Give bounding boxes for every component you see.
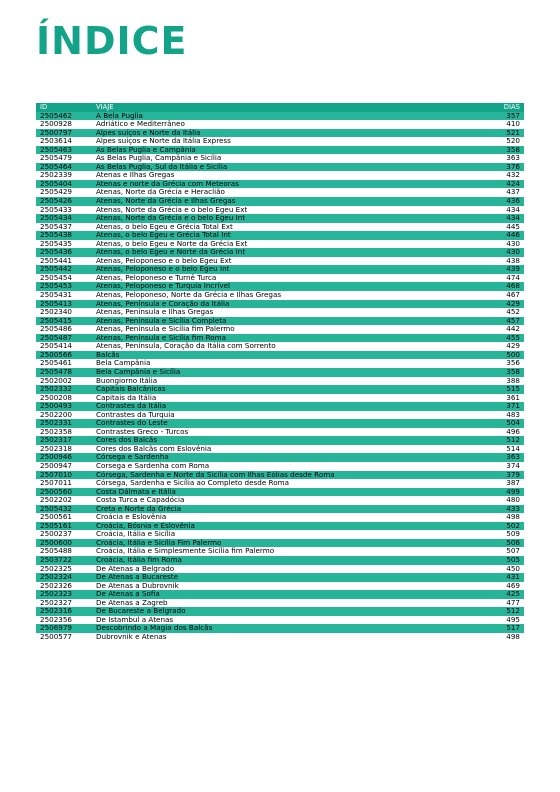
- cell-id: 2502325: [40, 564, 73, 573]
- cell-viaje: Bela Campânia: [96, 359, 151, 368]
- table-row: [36, 462, 524, 471]
- table-row: [36, 351, 524, 360]
- cell-viaje: Cores dos Balcãs: [96, 436, 158, 445]
- cell-viaje: Atenas, Norte da Grécia e Ilhas Gregas: [96, 197, 236, 206]
- cell-dias: 504: [506, 419, 520, 428]
- cell-viaje: Atenas, o belo Egeu e Grécia Total Int: [96, 231, 231, 240]
- table-body: [36, 112, 524, 642]
- table-row: [36, 607, 524, 616]
- table-row: [36, 223, 524, 232]
- cell-id: 2500493: [40, 402, 73, 411]
- cell-dias: 452: [506, 308, 520, 317]
- cell-viaje: Atenas, Peloponeso e Turquia Incrível: [96, 282, 231, 291]
- cell-viaje: Capitais Balcânicas: [96, 385, 166, 394]
- cell-dias: 429: [506, 299, 520, 308]
- cell-viaje: Bela Campânia e Sicília: [96, 367, 181, 376]
- table-row: [36, 428, 524, 437]
- table-row: [36, 616, 524, 625]
- cell-id: 2502324: [40, 573, 73, 582]
- cell-id: 2506979: [40, 624, 73, 633]
- cell-id: 2505429: [40, 188, 73, 197]
- table-row: [36, 394, 524, 403]
- cell-dias: 356: [506, 359, 520, 368]
- table-row: [36, 334, 524, 343]
- cell-dias: 434: [506, 205, 520, 214]
- table-row: [36, 633, 524, 642]
- cell-viaje: Alpes suíços e Norte da Itália: [96, 128, 201, 137]
- table-row: [36, 231, 524, 240]
- cell-id: 2505479: [40, 154, 73, 163]
- header-viaje: VIAJE: [96, 103, 114, 111]
- cell-viaje: Atenas, Peloponeso e Turnê Turca: [96, 273, 217, 282]
- cell-dias: 477: [506, 598, 520, 607]
- cell-dias: 512: [506, 607, 520, 616]
- cell-viaje: Dubrovnik e Atenas: [96, 632, 167, 641]
- table-row: [36, 471, 524, 480]
- cell-viaje: Atenas, Norte da Grécia e o belo Egeu Int: [96, 214, 246, 223]
- table-row: [36, 445, 524, 454]
- cell-id: 2505487: [40, 333, 73, 342]
- table-row: [36, 513, 524, 522]
- cell-id: 2500577: [40, 632, 73, 641]
- cell-viaje: De Atenas a Belgrado: [96, 564, 175, 573]
- cell-viaje: De Atenas a Zagreb: [96, 598, 168, 607]
- cell-id: 2505435: [40, 239, 73, 248]
- table-row: [36, 137, 524, 146]
- index-table: [36, 103, 524, 641]
- cell-viaje: Capitais da Itália: [96, 393, 157, 402]
- cell-id: 2502356: [40, 615, 73, 624]
- table-row: [36, 257, 524, 266]
- cell-id: 2500208: [40, 393, 73, 402]
- cell-dias: 438: [506, 256, 520, 265]
- cell-viaje: Córsega, Sardenha e Sicília ao Completo desde Roma: [96, 479, 290, 488]
- cell-dias: 361: [506, 393, 520, 402]
- cell-viaje: Atenas, Peloponeso e o belo Egeu Ext: [96, 256, 232, 265]
- cell-viaje: Contrastes Greco - Turcos: [96, 427, 189, 436]
- cell-dias: 468: [506, 282, 520, 291]
- cell-viaje: Atenas, Norte da Grécia e Heraclião: [96, 188, 225, 197]
- cell-viaje: Atenas, Norte da Grécia e o belo Egeu Ext: [96, 205, 248, 214]
- cell-id: 2502358: [40, 427, 73, 436]
- cell-dias: 429: [506, 342, 520, 351]
- cell-dias: 445: [506, 222, 520, 231]
- cell-id: 2502200: [40, 410, 73, 419]
- cell-id: 2503614: [40, 137, 73, 146]
- cell-id: 2507011: [40, 479, 73, 488]
- cell-id: 2505437: [40, 222, 73, 231]
- cell-id: 2500947: [40, 461, 73, 470]
- cell-dias: 424: [506, 179, 520, 188]
- cell-viaje: Creta e Norte da Grécia: [96, 504, 182, 513]
- table-row: [36, 411, 524, 420]
- cell-id: 2505486: [40, 325, 73, 334]
- cell-id: 2505488: [40, 547, 73, 556]
- cell-dias: 506: [506, 538, 520, 547]
- table-row: [36, 291, 524, 300]
- cell-id: 2505441: [40, 256, 73, 265]
- cell-id: 2502340: [40, 308, 73, 317]
- cell-dias: 358: [506, 367, 520, 376]
- cell-dias: 436: [506, 197, 520, 206]
- table-row: [36, 573, 524, 582]
- cell-dias: 469: [506, 581, 520, 590]
- cell-viaje: Croácia, Bósnia e Eslovênia: [96, 521, 195, 530]
- cell-viaje: Atenas, Península e Sicília Completa: [96, 316, 227, 325]
- table-row: [36, 505, 524, 514]
- cell-dias: 457: [506, 316, 520, 325]
- cell-id: 2505461: [40, 359, 73, 368]
- header-id: ID: [40, 103, 48, 111]
- cell-dias: 430: [506, 248, 520, 257]
- cell-dias: 376: [506, 162, 520, 171]
- table-row: [36, 599, 524, 608]
- cell-dias: 498: [506, 513, 520, 522]
- cell-id: 2502317: [40, 436, 73, 445]
- cell-dias: 363: [506, 453, 520, 462]
- cell-id: 2500561: [40, 513, 73, 522]
- table-row: [36, 556, 524, 565]
- table-row: [36, 214, 524, 223]
- cell-dias: 480: [506, 496, 520, 505]
- cell-dias: 505: [506, 555, 520, 564]
- cell-id: 2505415: [40, 316, 73, 325]
- table-row: [36, 419, 524, 428]
- cell-viaje: Croácia e Eslovênia: [96, 513, 167, 522]
- table-row: [36, 325, 524, 334]
- table-row: [36, 453, 524, 462]
- cell-dias: 425: [506, 590, 520, 599]
- table-row: [36, 300, 524, 309]
- table-row: [36, 342, 524, 351]
- cell-viaje: Atenas, Peloponeso, Norte da Grécia e Ilhas Gregas: [96, 291, 282, 300]
- table-row: [36, 547, 524, 556]
- cell-dias: 371: [506, 402, 520, 411]
- cell-id: 2502202: [40, 496, 73, 505]
- cell-id: 2502339: [40, 171, 73, 180]
- cell-dias: 450: [506, 564, 520, 573]
- cell-id: 2505463: [40, 145, 73, 154]
- cell-id: 2505434: [40, 214, 73, 223]
- table-row: [36, 197, 524, 206]
- table-row: [36, 539, 524, 548]
- cell-viaje: Atenas, o belo Egeu e Norte da Grécia Int: [96, 248, 246, 257]
- cell-viaje: De Atenas a Sofia: [96, 590, 160, 599]
- cell-dias: 431: [506, 573, 520, 582]
- page-title: ÍNDICE: [36, 19, 188, 63]
- cell-dias: 495: [506, 615, 520, 624]
- cell-dias: 467: [506, 291, 520, 300]
- cell-dias: 433: [506, 504, 520, 513]
- cell-dias: 374: [506, 461, 520, 470]
- cell-dias: 358: [506, 145, 520, 154]
- cell-viaje: As Belas Puglia e Campânia: [96, 145, 196, 154]
- table-row: [36, 582, 524, 591]
- cell-viaje: Atenas, Península e Sicília fim Palermo: [96, 325, 235, 334]
- table-row: [36, 317, 524, 326]
- cell-dias: 388: [506, 376, 520, 385]
- cell-viaje: Atenas, Península e Ilhas Gregas: [96, 308, 214, 317]
- cell-viaje: Atenas, Península e Sicília fim Roma: [96, 333, 227, 342]
- cell-id: 2500797: [40, 128, 73, 137]
- cell-dias: 434: [506, 214, 520, 223]
- cell-viaje: Atenas, Península e Coração da Itália: [96, 299, 230, 308]
- cell-dias: 500: [506, 350, 520, 359]
- table-row: [36, 188, 524, 197]
- cell-viaje: Atenas, Península, Coração da Itália com Sorrento: [96, 342, 276, 351]
- cell-dias: 499: [506, 487, 520, 496]
- table-row: [36, 488, 524, 497]
- cell-id: 2505432: [40, 504, 73, 513]
- cell-dias: 520: [506, 137, 520, 146]
- cell-dias: 515: [506, 385, 520, 394]
- table-row: [36, 206, 524, 215]
- table-row: [36, 368, 524, 377]
- cell-dias: 387: [506, 479, 520, 488]
- cell-id: 2505404: [40, 179, 73, 188]
- cell-id: 2507010: [40, 470, 73, 479]
- cell-id: 2505462: [40, 111, 73, 120]
- cell-dias: 512: [506, 436, 520, 445]
- cell-dias: 446: [506, 231, 520, 240]
- cell-id: 2505464: [40, 162, 73, 171]
- table-row: [36, 479, 524, 488]
- cell-id: 2502316: [40, 607, 73, 616]
- cell-dias: 514: [506, 444, 520, 453]
- cell-id: 2505454: [40, 273, 73, 282]
- cell-id: 2502323: [40, 590, 73, 599]
- cell-dias: 363: [506, 154, 520, 163]
- cell-dias: 410: [506, 120, 520, 129]
- cell-viaje: Atenas e Ilhas Gregas: [96, 171, 175, 180]
- cell-viaje: Atenas e norte da Grécia com Meteoras: [96, 179, 239, 188]
- cell-id: 2500600: [40, 538, 73, 547]
- cell-id: 2503722: [40, 555, 73, 564]
- table-row: [36, 308, 524, 317]
- table-row: [36, 112, 524, 121]
- cell-viaje: Corsega e Sardenha com Roma: [96, 461, 210, 470]
- cell-id: 2505431: [40, 291, 73, 300]
- cell-dias: 379: [506, 470, 520, 479]
- cell-id: 2500928: [40, 120, 73, 129]
- cell-viaje: Croácia, Itália e Sicília Fim Palermo: [96, 538, 222, 547]
- cell-id: 2505478: [40, 367, 73, 376]
- cell-viaje: Atenas, Peloponeso e o belo Egeu Int: [96, 265, 230, 274]
- cell-id: 2502318: [40, 444, 73, 453]
- cell-viaje: Buongiorno Itália: [96, 376, 158, 385]
- table-row: [36, 359, 524, 368]
- cell-viaje: De Atenas a Bucareste: [96, 573, 178, 582]
- cell-dias: 430: [506, 239, 520, 248]
- cell-viaje: As Belas Puglia, Campânia e Sicília: [96, 154, 222, 163]
- cell-viaje: Costa Dálmata e Itália: [96, 487, 176, 496]
- header-dias: DIAS: [503, 103, 520, 111]
- cell-viaje: Atenas, o belo Egeu e Norte da Grécia Ext: [96, 239, 248, 248]
- table-row: [36, 146, 524, 155]
- cell-id: 2500946: [40, 453, 73, 462]
- cell-id: 2505413: [40, 299, 73, 308]
- cell-viaje: De Atenas a Dubrovnik: [96, 581, 179, 590]
- cell-dias: 521: [506, 128, 520, 137]
- cell-id: 2500560: [40, 487, 73, 496]
- cell-viaje: Contrastes da Turquia: [96, 410, 175, 419]
- cell-dias: 502: [506, 521, 520, 530]
- cell-id: 2500566: [40, 350, 73, 359]
- cell-viaje: Croácia, Itália fim Roma: [96, 555, 182, 564]
- table-row: [36, 624, 524, 633]
- cell-id: 2505442: [40, 265, 73, 274]
- cell-dias: 507: [506, 547, 520, 556]
- cell-viaje: De Istambul a Atenas: [96, 615, 174, 624]
- cell-viaje: As Belas Puglia, Sul da Itália e Sicília: [96, 162, 228, 171]
- cell-viaje: De Bucareste a Belgrado: [96, 607, 186, 616]
- table-row: [36, 282, 524, 291]
- table-header: [36, 103, 524, 112]
- table-row: [36, 436, 524, 445]
- table-row: [36, 129, 524, 138]
- table-row: [36, 265, 524, 274]
- table-row: [36, 180, 524, 189]
- cell-id: 2505436: [40, 248, 73, 257]
- cell-id: 2505438: [40, 231, 73, 240]
- cell-viaje: A Bela Puglia: [96, 111, 143, 120]
- cell-dias: 498: [506, 632, 520, 641]
- table-row: [36, 377, 524, 386]
- cell-id: 2505433: [40, 205, 73, 214]
- table-row: [36, 496, 524, 505]
- cell-dias: 455: [506, 333, 520, 342]
- cell-viaje: Alpes suíços e Norte da Itália Express: [96, 137, 231, 146]
- table-row: [36, 240, 524, 249]
- cell-dias: 432: [506, 171, 520, 180]
- cell-viaje: Adriático e Mediterrâneo: [96, 120, 185, 129]
- cell-viaje: Córsega, Sardenha e Norte da Sicília com Ilhas Eólias desde Roma: [96, 470, 335, 479]
- cell-viaje: Costa Turca e Capadócia: [96, 496, 185, 505]
- table-row: [36, 565, 524, 574]
- cell-id: 2502327: [40, 598, 73, 607]
- table-row: [36, 120, 524, 129]
- cell-dias: 483: [506, 410, 520, 419]
- cell-dias: 517: [506, 624, 520, 633]
- cell-viaje: Contrastes do Leste: [96, 419, 168, 428]
- table-row: [36, 248, 524, 257]
- cell-id: 2502326: [40, 581, 73, 590]
- cell-id: 2505453: [40, 282, 73, 291]
- cell-dias: 439: [506, 265, 520, 274]
- cell-dias: 474: [506, 273, 520, 282]
- cell-id: 2502002: [40, 376, 73, 385]
- cell-viaje: Balcãs: [96, 350, 120, 359]
- table-row: [36, 274, 524, 283]
- cell-viaje: Croácia, Itália e Sicília: [96, 530, 176, 539]
- table-row: [36, 154, 524, 163]
- table-row: [36, 171, 524, 180]
- cell-id: 2505161: [40, 521, 73, 530]
- table-row: [36, 522, 524, 531]
- cell-viaje: Atenas, o belo Egeu e Grécia Total Ext: [96, 222, 233, 231]
- table-row: [36, 590, 524, 599]
- cell-viaje: Descobrindo a Magia dos Balcãs: [96, 624, 213, 633]
- table-row: [36, 402, 524, 411]
- cell-id: 2505414: [40, 342, 73, 351]
- table-row: [36, 385, 524, 394]
- cell-id: 2502332: [40, 385, 73, 394]
- cell-id: 2505426: [40, 197, 73, 206]
- cell-dias: 357: [506, 111, 520, 120]
- cell-id: 2500237: [40, 530, 73, 539]
- cell-dias: 442: [506, 325, 520, 334]
- table-row: [36, 530, 524, 539]
- cell-viaje: Córsega e Sardenha: [96, 453, 169, 462]
- cell-dias: 496: [506, 427, 520, 436]
- cell-viaje: Cores dos Balcãs com Eslovênia: [96, 444, 212, 453]
- table-row: [36, 163, 524, 172]
- cell-dias: 437: [506, 188, 520, 197]
- cell-viaje: Croácia, Itália e Simplesmente Sicília fim Palermo: [96, 547, 275, 556]
- cell-dias: 509: [506, 530, 520, 539]
- cell-id: 2502331: [40, 419, 73, 428]
- cell-viaje: Contrastes da Itália: [96, 402, 167, 411]
